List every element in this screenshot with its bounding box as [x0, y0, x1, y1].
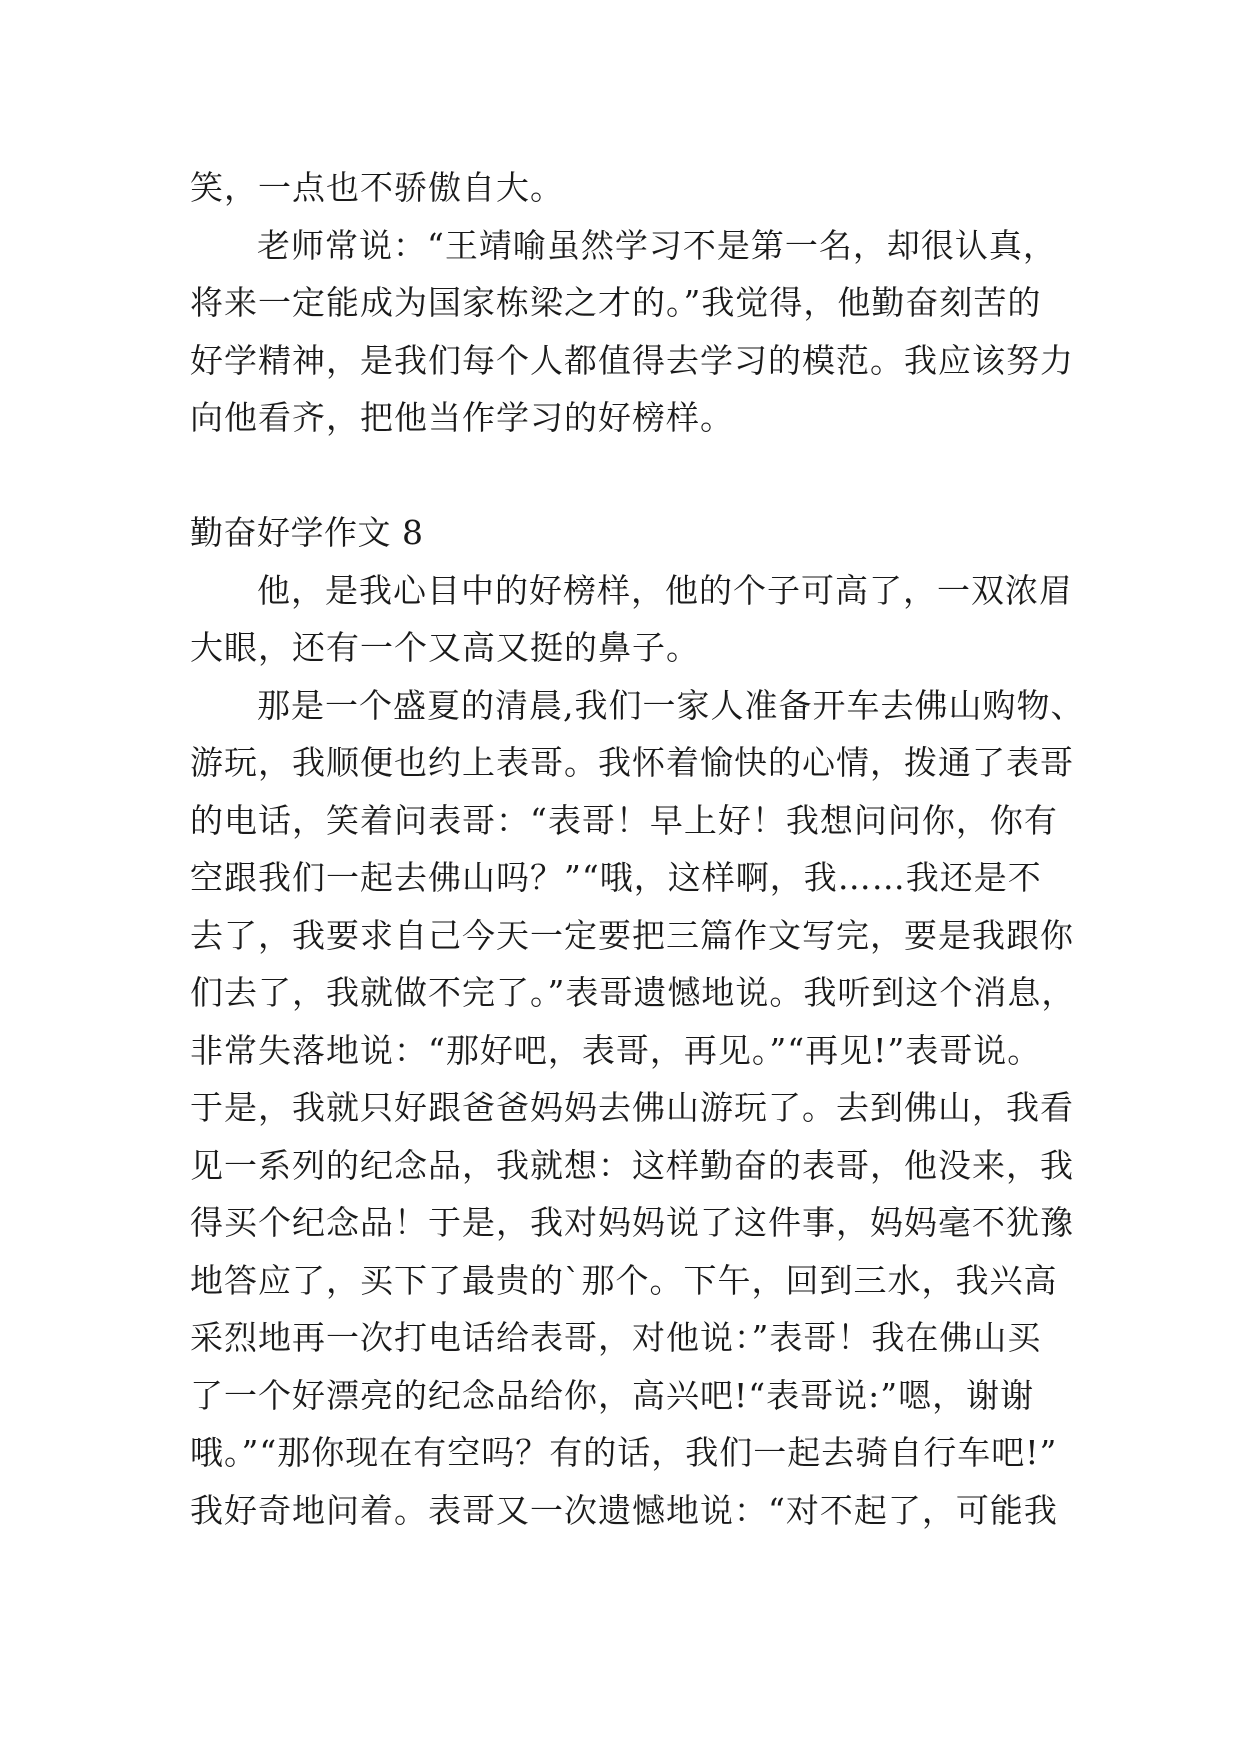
text-line: 于是，我就只好跟爸爸妈妈去佛山游玩了。去到佛山，我看 [190, 1088, 1074, 1127]
text-line: 的电话，笑着问表哥：“表哥！早上好！我想问问你，你有 [190, 801, 1058, 840]
text-line: 游玩，我顺便也约上表哥。我怀着愉快的心情，拨通了表哥 [190, 743, 1074, 782]
text-line: 我好奇地问着。表哥又一次遗憾地说：“对不起了，可能我 [190, 1491, 1058, 1530]
text-line: 老师常说：“王靖喻虽然学习不是第一名，却很认真， [257, 226, 1057, 265]
text-line: 那是一个盛夏的清晨,我们一家人准备开车去佛山购物、 [257, 686, 1085, 725]
text-line: 好学精神，是我们每个人都值得去学习的模范。我应该努力 [190, 341, 1074, 380]
text-line: 得买个纪念品！于是，我对妈妈说了这件事，妈妈毫不犹豫 [190, 1203, 1074, 1242]
text-line: 见一系列的纪念品，我就想：这样勤奋的表哥，他没来，我 [190, 1146, 1074, 1185]
section-heading: 勤奋好学作文 8 [190, 513, 424, 552]
text-line: 采烈地再一次打电话给表哥，对他说：”表哥！我在佛山买 [190, 1318, 1042, 1357]
text-line: 笑，一点也不骄傲自大。 [190, 168, 564, 207]
text-line: 们去了，我就做不完了。”表哥遗憾地说。我听到这个消息， [190, 973, 1076, 1012]
text-line: 向他看齐，把他当作学习的好榜样。 [190, 398, 734, 437]
text-line: 哦。”“那你现在有空吗？有的话，我们一起去骑自行车吧!” [190, 1433, 1058, 1472]
text-line: 了一个好漂亮的纪念品给你，高兴吧!“表哥说:”嗯，谢谢 [190, 1376, 1035, 1415]
text-line: 他，是我心目中的好榜样，他的个子可高了，一双浓眉 [257, 571, 1073, 610]
text-line: 去了，我要求自己今天一定要把三篇作文写完，要是我跟你 [190, 916, 1074, 955]
text-line: 地答应了，买下了最贵的`那个。下午，回到三水，我兴高 [190, 1261, 1058, 1300]
text-line: 将来一定能成为国家栋梁之才的。”我觉得，他勤奋刻苦的 [190, 283, 1042, 322]
text-line: 非常失落地说：“那好吧，表哥，再见。”“再见!”表哥说。 [190, 1031, 1042, 1070]
text-line: 大眼，还有一个又高又挺的鼻子。 [190, 628, 700, 667]
text-line: 空跟我们一起去佛山吗？”“哦，这样啊，我……我还是不 [190, 858, 1042, 897]
